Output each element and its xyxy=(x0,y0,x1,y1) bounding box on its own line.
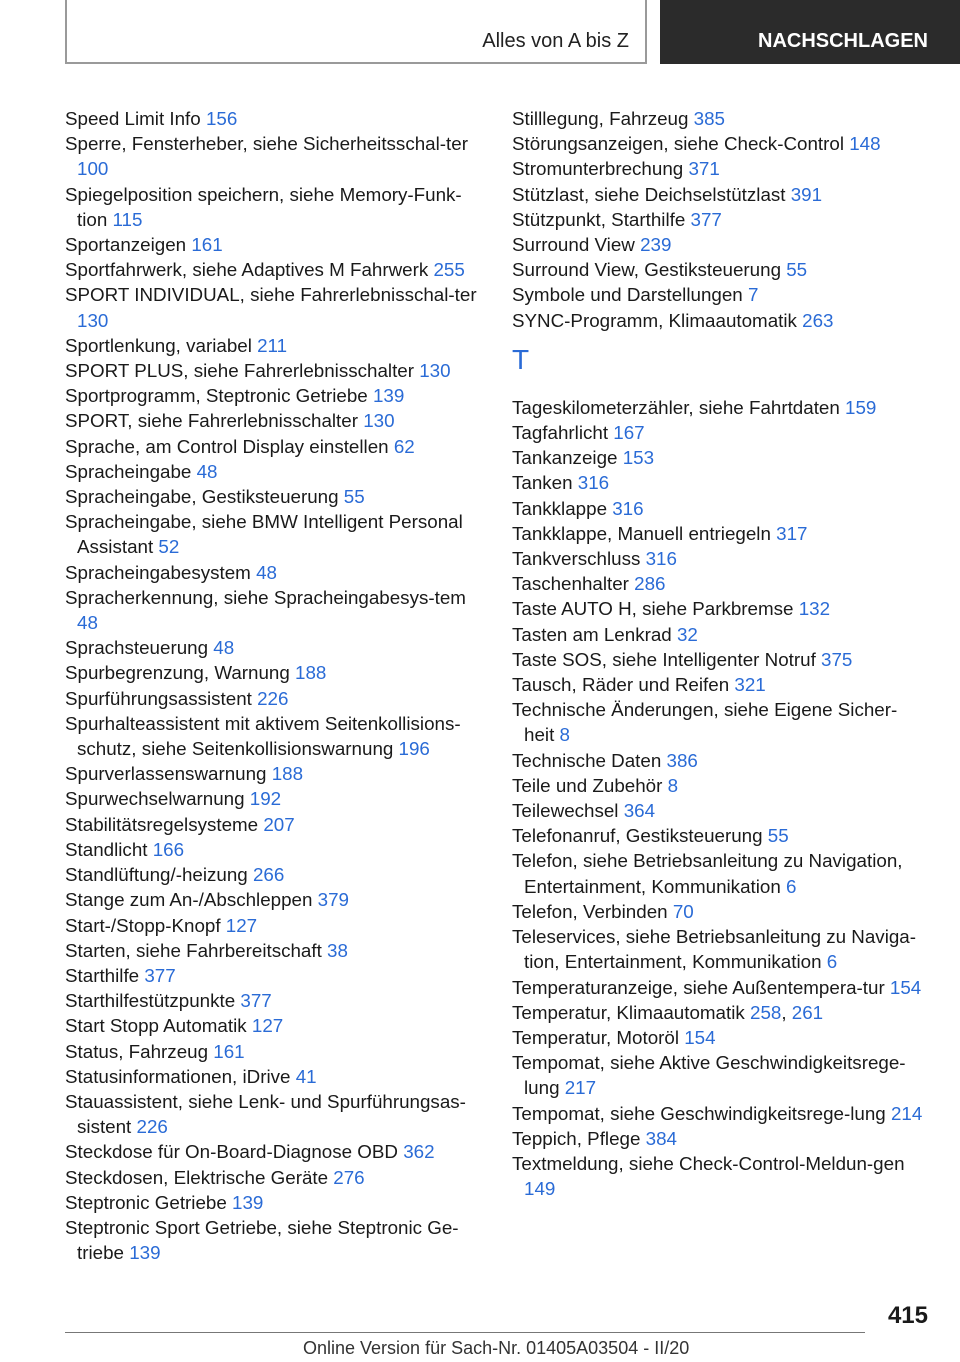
page-reference-link[interactable]: 166 xyxy=(152,838,185,860)
index-entry xyxy=(512,131,927,156)
index-entry xyxy=(65,131,480,181)
index-entry xyxy=(65,761,480,786)
page-reference-link[interactable]: 48 xyxy=(213,637,235,659)
page-reference-link[interactable]: 148 xyxy=(849,133,881,155)
index-entry xyxy=(65,232,480,257)
index-column-right xyxy=(512,106,927,1201)
index-entry xyxy=(65,333,480,358)
index-entry xyxy=(65,660,480,685)
page-reference-link[interactable]: 130 xyxy=(77,309,109,331)
page-reference-link[interactable]: 48 xyxy=(196,460,218,482)
page-reference-link[interactable]: 263 xyxy=(802,309,834,331)
index-entry-label: Temperatur, Klimaautomatik xyxy=(512,1001,750,1023)
page-reference-link[interactable]: 371 xyxy=(688,158,720,180)
index-entry-label: Stützlast, siehe Deichselstützlast xyxy=(512,183,791,205)
page-reference-link[interactable]: 38 xyxy=(327,939,348,961)
index-entry xyxy=(65,106,480,131)
page-reference-link[interactable]: 167 xyxy=(613,422,645,444)
index-entry-label: Sprache, am Control Display einstellen xyxy=(65,435,394,457)
index-entry xyxy=(65,1013,480,1038)
index-entry-label: Spurhalteassistent mit aktivem Seitenkollisions-schutz, siehe Seitenkollisionswarnung xyxy=(65,712,461,760)
page-reference-link[interactable]: 384 xyxy=(645,1127,677,1149)
page-reference-link[interactable]: 161 xyxy=(191,234,223,256)
page-reference-link[interactable]: 159 xyxy=(845,396,877,418)
page-reference-link[interactable]: 161 xyxy=(213,1040,245,1062)
letter-heading: T xyxy=(512,343,530,375)
index-entry xyxy=(512,899,927,924)
page-reference-link[interactable]: 362 xyxy=(403,1141,435,1163)
index-entry-label: Spiegelposition speichern, siehe Memory-Funk-tion xyxy=(65,183,462,230)
index-entry xyxy=(512,823,927,848)
index-entry-label: Störungsanzeigen, siehe Check-Control xyxy=(512,133,850,155)
index-entry-label: Speed Limit Info xyxy=(65,108,206,129)
index-entry-label: Status, Fahrzeug xyxy=(65,1040,214,1062)
page-reference-link[interactable]: 153 xyxy=(622,447,655,469)
index-entry-label: Spracherkennung, siehe Spracheingabesys-tem xyxy=(65,586,466,608)
index-entry xyxy=(512,207,927,232)
chapter-tab: NACHSCHLAGEN xyxy=(660,0,960,64)
index-entry xyxy=(65,509,480,559)
index-entry-label: Taste AUTO H, siehe Parkbremse xyxy=(512,598,799,620)
index-entry-label: SPORT, siehe Fahrerlebnisschalter xyxy=(65,410,364,432)
index-entry-label: Starthilfe xyxy=(65,964,145,986)
index-entry xyxy=(65,408,480,433)
index-entry-label: Standlüftung/-heizung xyxy=(65,864,253,886)
index-entry-label: Temperaturanzeige, siehe Außentempera-tur xyxy=(512,976,890,998)
page-reference-link[interactable]: 32 xyxy=(676,623,698,645)
page-reference-link[interactable]: 6 xyxy=(786,875,797,897)
index-entry-label: Temperatur, Motoröl xyxy=(512,1026,685,1048)
page-reference-link[interactable]: 6 xyxy=(826,951,838,973)
index-entry xyxy=(65,862,480,887)
page-reference-link[interactable]: 156 xyxy=(205,108,238,129)
index-entry-label: Spurverlassenswarnung xyxy=(65,763,272,785)
page-reference-link[interactable]: 8 xyxy=(559,724,570,746)
index-entry xyxy=(512,1101,927,1126)
page-reference-link[interactable]: 7 xyxy=(747,284,759,306)
index-entry-label: Tankklappe, Manuell entriegeln xyxy=(512,522,777,544)
index-entry xyxy=(512,622,927,647)
page-reference-link[interactable]: 139 xyxy=(232,1191,264,1213)
index-entry-label: Taschenhalter xyxy=(512,573,635,595)
index-entry-label: Tanken xyxy=(512,472,578,494)
page-reference-link[interactable]: 391 xyxy=(790,183,823,205)
footer-divider xyxy=(65,1332,865,1333)
index-entry-label: SPORT INDIVIDUAL, siehe Fahrerlebnisschal-ter xyxy=(65,284,477,306)
page-number: 415 xyxy=(887,1302,928,1329)
index-entry xyxy=(65,963,480,988)
index-entry xyxy=(65,988,480,1013)
index-entry-label: Spracheingabesystem xyxy=(65,561,257,583)
index-entry xyxy=(512,308,927,333)
index-entry-label: Steptronic Getriebe xyxy=(65,1191,233,1213)
index-entry xyxy=(512,697,927,747)
index-entry-label: Standlicht xyxy=(65,838,153,860)
index-entry xyxy=(65,1190,480,1215)
page-reference-link[interactable]: 130 xyxy=(419,360,451,382)
index-entry xyxy=(512,798,927,823)
index-entry xyxy=(512,182,927,207)
index-entry-label: Starthilfestützpunkte xyxy=(65,990,241,1012)
index-entry xyxy=(65,837,480,862)
index-entry-label: Stange zum An-/Abschleppen xyxy=(65,889,318,911)
page-reference-link[interactable]: 214 xyxy=(890,1102,923,1124)
page-reference-link[interactable]: 377 xyxy=(240,990,272,1012)
page-reference-link[interactable]: 364 xyxy=(623,800,656,822)
page-reference-link[interactable]: 8 xyxy=(667,774,679,796)
index-entry xyxy=(65,585,480,635)
index-entry xyxy=(512,773,927,798)
index-entry-label: Tageskilometerzähler, siehe Fahrtdaten xyxy=(512,396,846,418)
index-entry xyxy=(65,282,480,332)
index-entry xyxy=(65,182,480,232)
index-entry xyxy=(512,1025,927,1050)
index-entry-label: Tempomat, siehe Geschwindigkeitsrege-lung xyxy=(512,1102,891,1124)
page-reference-link[interactable]: 266 xyxy=(252,864,285,886)
index-entry xyxy=(512,282,927,307)
index-entry-label: Stauassistent, siehe Lenk- und Spurführungsas-sistent xyxy=(65,1090,466,1138)
page-reference-link[interactable]: 132 xyxy=(798,598,831,620)
index-entry-label: Sportfahrwerk, siehe Adaptives M Fahrwerk xyxy=(65,259,434,281)
index-entry-label: Steckdosen, Elektrische Geräte xyxy=(65,1166,334,1188)
index-entry xyxy=(65,635,480,660)
index-entry xyxy=(512,470,927,495)
index-entry-label: Teppich, Pflege xyxy=(512,1127,646,1149)
page-reference-link[interactable]: 48 xyxy=(256,561,277,583)
index-entry-label: Spurbegrenzung, Warnung xyxy=(65,662,296,684)
page-reference-link[interactable]: 316 xyxy=(577,472,610,494)
index-entry-label: Symbole und Darstellungen xyxy=(512,284,748,306)
index-entry xyxy=(65,812,480,837)
index-entry: Temperatur, Klimaautomatik 258, 261 xyxy=(512,1001,824,1023)
page-reference-link[interactable]: 41 xyxy=(295,1065,317,1087)
index-entry-label: Surround View xyxy=(512,234,641,256)
index-column-left xyxy=(65,106,480,1265)
index-entry xyxy=(512,156,927,181)
index-entry-label: Sperre, Fensterheber, siehe Sicherheitsschal-ter xyxy=(65,133,468,155)
index-entry-label: Teilewechsel xyxy=(512,800,624,822)
index-entry-label: Tasten am Lenkrad xyxy=(512,623,677,645)
index-entry-label: Start-/Stopp-Knopf xyxy=(65,914,226,936)
index-entry-label: Tempomat, siehe Aktive Geschwindigkeitsrege-lung xyxy=(512,1052,906,1099)
page-reference-link[interactable]: 211 xyxy=(257,334,288,356)
page-reference-link[interactable]: 321 xyxy=(734,674,766,696)
index-entry-label: Technische Änderungen, siehe Eigene Sicher-heit xyxy=(512,699,898,746)
index-entry xyxy=(512,420,927,445)
page-reference-link[interactable]: 127 xyxy=(225,914,258,936)
index-entry-label: Telefonanruf, Gestiksteuerung xyxy=(512,825,768,847)
index-entry xyxy=(512,1050,927,1100)
index-entry-label: Tankanzeige xyxy=(512,447,623,469)
page-reference-link[interactable]: 70 xyxy=(672,900,694,922)
index-entry xyxy=(512,1151,927,1201)
index-entry-label: Tausch, Räder und Reifen xyxy=(512,674,735,696)
index-entry-label: Tankverschluss xyxy=(512,548,646,570)
index-entry-label: Telefon, Verbinden xyxy=(512,900,673,922)
page-reference-link[interactable]: 226 xyxy=(257,687,289,709)
index-entry-label: Sprachsteuerung xyxy=(65,637,214,659)
page-reference-link[interactable]: 48 xyxy=(77,612,98,634)
index-entry xyxy=(65,358,480,383)
page-reference-link[interactable]: 379 xyxy=(317,889,350,911)
index-entry xyxy=(65,786,480,811)
page-reference-link[interactable]: 261 xyxy=(791,1001,824,1023)
header-box xyxy=(65,0,647,64)
page-reference-link[interactable]: 52 xyxy=(158,536,180,558)
page-reference-link[interactable]: 226 xyxy=(136,1116,168,1138)
index-entry xyxy=(65,434,480,459)
index-entry xyxy=(65,1039,480,1064)
page-reference-link[interactable]: 286 xyxy=(634,573,666,595)
index-entry-label: Sportprogramm, Steptronic Getriebe xyxy=(65,385,373,407)
index-entry-label: Spracheingabe, Gestiksteuerung xyxy=(65,486,344,508)
index-entry-label: Statusinformationen, iDrive xyxy=(65,1065,296,1087)
page-reference-link[interactable]: 149 xyxy=(524,1178,556,1200)
page-reference-link[interactable]: 62 xyxy=(393,435,415,457)
index-entry xyxy=(512,924,927,974)
page-reference-link[interactable]: 276 xyxy=(333,1166,365,1188)
page-reference-link[interactable]: 154 xyxy=(684,1026,716,1048)
index-entry xyxy=(512,445,927,470)
index-entry xyxy=(512,596,927,621)
index-entry-label: Teile und Zubehör xyxy=(512,774,668,796)
index-entry xyxy=(65,459,480,484)
index-entry-label: Surround View, Gestiksteuerung xyxy=(512,259,787,281)
index-entry xyxy=(512,848,927,898)
index-entry-label: Stromunterbrechung xyxy=(512,158,689,180)
index-entry-label: SYNC-Programm, Klimaautomatik xyxy=(512,309,803,331)
page-reference-link[interactable]: 127 xyxy=(251,1015,284,1037)
index-entry xyxy=(512,395,927,420)
index-entry xyxy=(65,887,480,912)
index-entry-label: Textmeldung, siehe Check-Control-Meldun-gen xyxy=(512,1152,905,1174)
index-entry xyxy=(65,484,480,509)
index-entry-label: Spracheingabe xyxy=(65,460,197,482)
index-entry xyxy=(65,913,480,938)
index-entry xyxy=(65,711,480,761)
entry-list-right-s xyxy=(512,106,927,333)
footer-text: Online Version für Sach-Nr. 01405A03504 - II/20 xyxy=(303,1338,690,1358)
page-reference-link[interactable]: 196 xyxy=(398,738,430,760)
index-entry-label: Stabilitätsregelsysteme xyxy=(65,813,264,835)
page-reference-link[interactable]: 255 xyxy=(433,259,465,281)
page-reference-link[interactable]: 386 xyxy=(666,749,698,771)
page-reference-link[interactable]: 317 xyxy=(776,522,808,544)
page-reference-link[interactable]: 375 xyxy=(821,648,853,670)
page-reference-link[interactable]: 377 xyxy=(144,964,176,986)
index-entry xyxy=(65,686,480,711)
page-reference-link[interactable]: 316 xyxy=(645,548,677,570)
page-reference-link[interactable]: 239 xyxy=(640,234,672,256)
index-entry-label: Telefon, siehe Betriebsanleitung zu Navigation, Entertainment, Kommunikation xyxy=(512,850,903,897)
page-reference-link[interactable]: 55 xyxy=(343,486,365,508)
index-entry-label: Starten, siehe Fahrbereitschaft xyxy=(65,939,328,961)
index-entry-label: Spurführungsassistent xyxy=(65,687,258,709)
index-entry xyxy=(512,1126,927,1151)
page-reference-link[interactable]: 377 xyxy=(690,208,722,230)
index-entry-label: SPORT PLUS, siehe Fahrerlebnisschalter xyxy=(65,360,420,382)
index-entry-label: Technische Daten xyxy=(512,749,667,771)
index-entry xyxy=(512,672,927,697)
index-entry xyxy=(512,496,927,521)
index-entry xyxy=(65,1165,480,1190)
page-reference-link[interactable]: 154 xyxy=(889,976,922,998)
index-entry xyxy=(65,1139,480,1164)
index-entry xyxy=(512,232,927,257)
page-reference-link[interactable]: 115 xyxy=(112,208,143,230)
index-entry-label: Sportlenkung, variabel xyxy=(65,334,258,356)
index-entry-label: Teleservices, siehe Betriebsanleitung zu Naviga-tion, Entertainment, Kommunikation xyxy=(512,926,917,973)
index-entry xyxy=(512,571,927,596)
page-reference-link[interactable]: 139 xyxy=(372,385,405,407)
index-entry-label: Steckdose für On-Board-Diagnose OBD xyxy=(65,1141,404,1163)
index-entry-label: Stilllegung, Fahrzeug xyxy=(512,108,694,129)
index-entry xyxy=(65,257,480,282)
index-entry-label: Taste SOS, siehe Intelligenter Notruf xyxy=(512,648,822,670)
index-entry xyxy=(512,521,927,546)
index-entry xyxy=(65,1064,480,1089)
index-entry xyxy=(512,257,927,282)
index-entry-label: Sportanzeigen xyxy=(65,234,192,256)
index-entry-label: Stützpunkt, Starthilfe xyxy=(512,208,691,230)
index-entry xyxy=(65,938,480,963)
page-reference-link[interactable]: 258 xyxy=(750,1001,782,1023)
section-title: Alles von A bis Z xyxy=(482,30,629,52)
index-entry xyxy=(512,106,927,131)
index-entry xyxy=(512,647,927,672)
page-reference-link[interactable]: 192 xyxy=(249,788,282,810)
index-entry-label: Start Stopp Automatik xyxy=(65,1015,252,1037)
index-entry xyxy=(512,546,927,571)
index-entry xyxy=(65,1215,480,1265)
index-entry xyxy=(512,975,927,1000)
index-entry-label: Tankklappe xyxy=(512,497,613,519)
page-reference-link[interactable]: 385 xyxy=(693,108,726,129)
page-reference-link[interactable]: 188 xyxy=(295,662,327,684)
index-entry xyxy=(65,1089,480,1139)
index-entry xyxy=(512,748,927,773)
page-reference-link[interactable]: 316 xyxy=(612,497,644,519)
page-reference-link[interactable]: 100 xyxy=(77,158,109,180)
index-entry xyxy=(65,383,480,408)
page-reference-link[interactable]: 207 xyxy=(263,813,295,835)
index-entry-label: Spurwechselwarnung xyxy=(65,788,250,810)
index-entry xyxy=(65,560,480,585)
entry-list-right-t xyxy=(512,395,927,1202)
entry-list-left xyxy=(65,106,480,1265)
page-reference-link[interactable]: 55 xyxy=(767,825,789,847)
page-reference-link[interactable]: 188 xyxy=(271,763,304,785)
index-entry-label: Steptronic Sport Getriebe, siehe Steptronic Ge-triebe xyxy=(65,1216,459,1264)
page-reference-link[interactable]: 55 xyxy=(786,259,808,281)
index-entry-label: Spracheingabe, siehe BMW Intelligent Personal Assistant xyxy=(65,511,463,558)
page-reference-link[interactable]: 139 xyxy=(129,1242,161,1264)
page-reference-link[interactable]: 130 xyxy=(363,410,395,432)
page-reference-link[interactable]: 217 xyxy=(564,1077,597,1099)
index-entry-label: Tagfahrlicht xyxy=(512,422,614,444)
